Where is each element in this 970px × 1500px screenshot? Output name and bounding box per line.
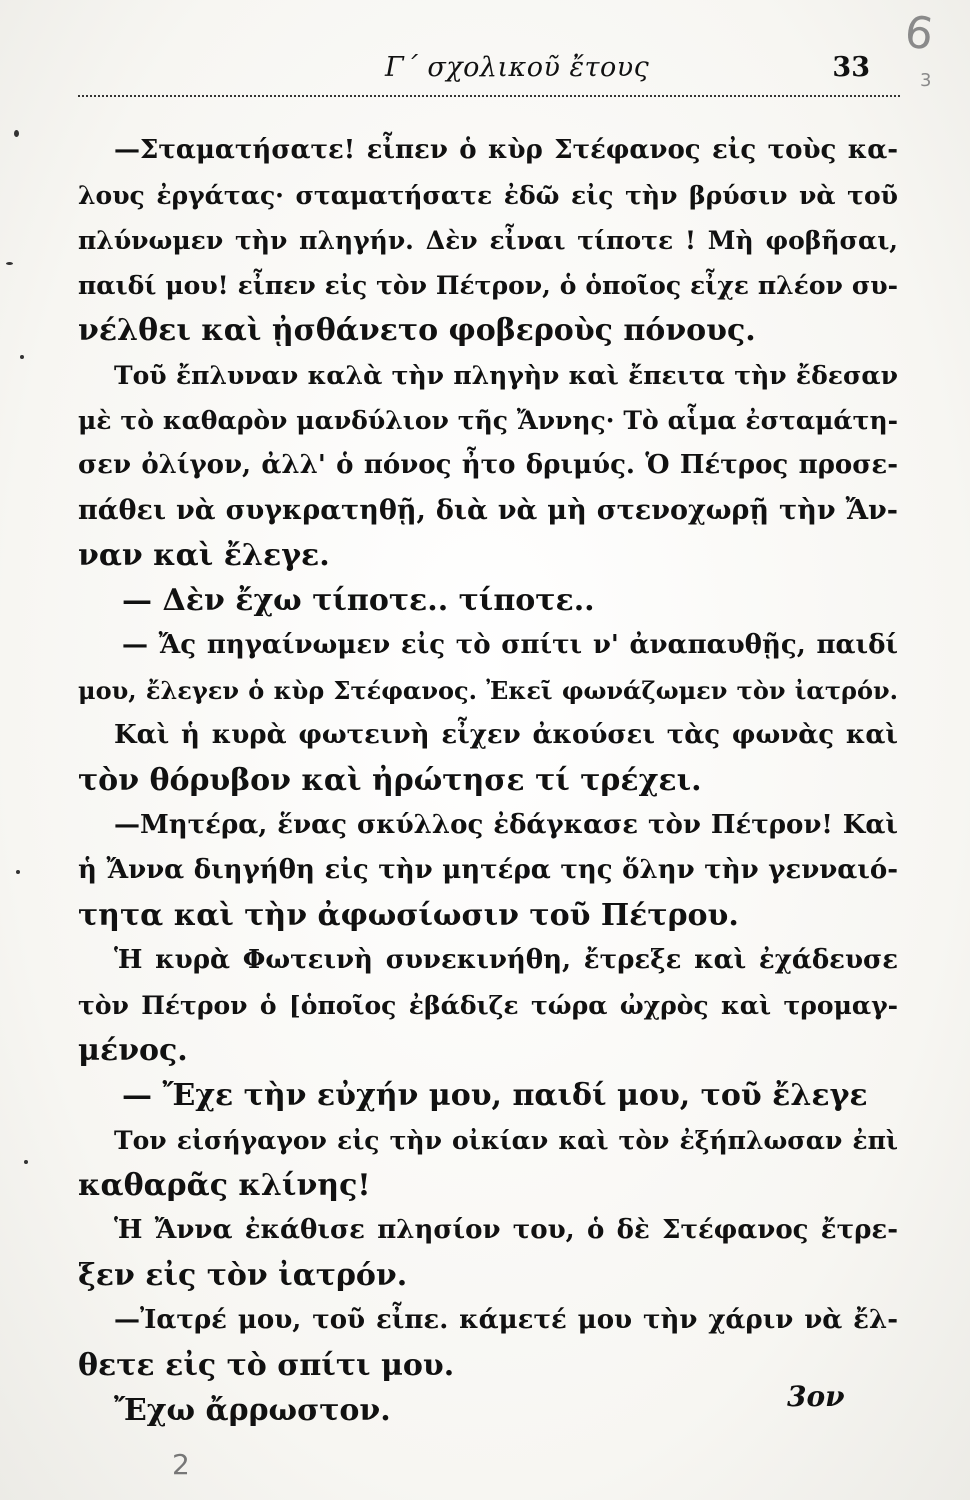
text-line: παιδί μου! εἶπεν εἰς τὸν Πέτρον, ὁ ὁποῖος εἶχε πλέον συ- [78,271,898,300]
text-line: Καὶ ἡ κυρὰ φωτεινὴ εἶχεν ἀκούσει τὰς φωνὰς καὶ [114,720,898,750]
margin-speck [14,130,19,137]
text-line: —Σταματήσατε! εἶπεν ὁ κὺρ Στέφανος εἰς τοὺς κα- [114,135,898,165]
text-line: λους ἐργάτας· σταματήσατε ἐδῶ εἰς τὴν βρύσιν νὰ τοῦ [78,181,898,210]
text-line: ξεν εἰς τὸν ἰατρόν. [78,1258,408,1293]
text-line: Ἡ Ἄννα ἐκάθισε πλησίον του, ὁ δὲ Στέφανος ἔτρε- [114,1215,898,1245]
text-line: καθαρᾶς κλίνης! [78,1168,371,1203]
text-line: πλύνωμεν τὴν πληγήν. Δὲν εἶναι τίποτε ! Μὴ φοβῆσαι, [78,226,898,255]
page-number: 33 [832,52,870,83]
text-line: μένος. [78,1033,188,1068]
margin-speck [16,870,20,874]
handwritten-corner-mark-small: 3 [920,70,932,91]
text-line: Ἔχω ἄρρωστον. [114,1393,391,1428]
text-line: σεν ὀλίγον, ἀλλ' ὁ πόνος ἦτο δριμύς. Ὁ Πέτρος προσε- [78,450,898,480]
text-line: Τοῦ ἔπλυναν καλὰ τὴν πληγὴν καὶ ἔπειτα τὴν ἔδεσαν [114,361,898,390]
text-line: μὲ τὸ καθαρὸν μανδύλιον τῆς Ἄννης· Τὸ αἷμα ἐσταμάτη- [78,406,898,435]
text-line: —Μητέρα, ἕνας σκύλλος ἐδάγκασε τὸν Πέτρον! Καὶ [114,810,898,840]
text-line: — Ἄς πηγαίνωμεν εἰς τὸ σπίτι ν' ἀναπαυθῇς, παιδί [122,630,898,660]
text-line: πάθει νὰ συγκρατηθῇ, διὰ νὰ μὴ στενοχωρῇ τὴν Ἄν- [78,495,898,526]
text-line: — Ἔχε τὴν εὐχήν μου, παιδί μου, τοῦ ἔλεγε [122,1078,868,1113]
margin-speck [24,1160,28,1164]
page-header [70,52,900,92]
handwritten-corner-mark: 6 [901,6,937,61]
text-line: Τον εἰσήγαγον εἰς τὴν οἰκίαν καὶ τὸν ἐξήπλωσαν ἐπὶ [114,1126,898,1155]
margin-speck [6,262,13,265]
text-line: Ἡ κυρὰ Φωτεινὴ συνεκινήθη, ἔτρεξε καὶ ἐχάδευσε [114,945,898,975]
text-line: — Δὲν ἔχω τίποτε.. τίποτε.. [122,583,595,618]
header-rule [78,95,900,97]
text-line: τὸν Πέτρον ὁ [ὁποῖος ἐβάδιζε τώρα ὠχρὸς καὶ τρομαγ- [78,991,898,1020]
text-line: θετε εἰς τὸ σπίτι μου. [78,1348,455,1383]
text-line: μου, ἔλεγεν ὁ κὺρ Στέφανος. Ἐκεῖ φωνάζωμεν τὸν ἰατρόν. [78,676,898,705]
text-line: νέλθει καὶ ᾐσθάνετο φοβεροὺς πόνους. [78,313,756,348]
text-line: —Ἰατρέ μου, τοῦ εἶπε. κάμετέ μου τὴν χάριν νὰ ἔλ- [114,1305,898,1335]
body-text [78,128,898,1433]
margin-speck [20,355,24,359]
text-line: τητα καὶ τὴν ἀφωσίωσιν τοῦ Πέτρου. [78,898,739,933]
text-line: ἡ Ἄννα διηγήθη εἰς τὴν μητέρα της ὅλην τὴν γενναιό- [78,855,898,885]
running-title: Γ΄ σχολικοῦ ἔτους [385,52,650,83]
catchword: 3ον [787,1380,845,1413]
text-line: ναν καὶ ἔλεγε. [78,538,330,573]
text-line: τὸν θόρυβον καὶ ἠρώτησε τί τρέχει. [78,763,702,798]
pencil-mark: 2 [172,1448,190,1481]
